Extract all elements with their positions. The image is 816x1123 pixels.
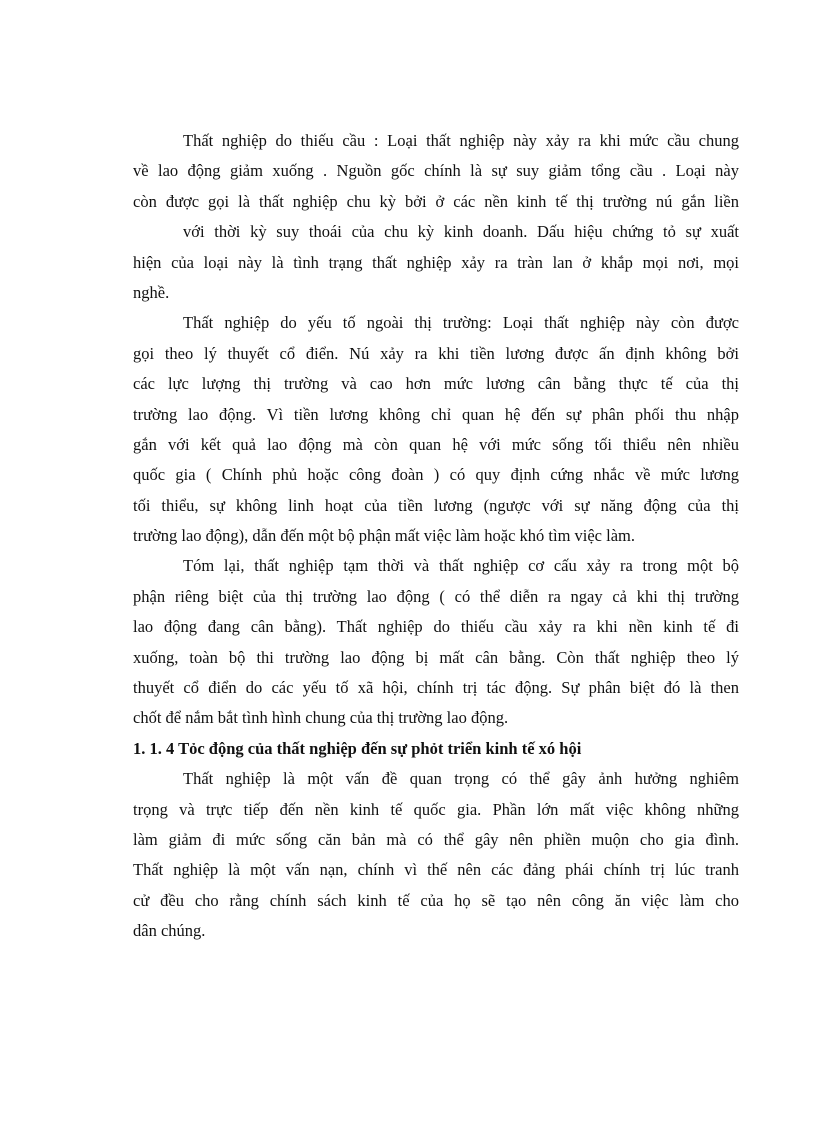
text-line: xuống, toàn bộ thi trường lao động bị mất cân bằng. Còn thất nghiệp theo lý [133,647,739,667]
text-line: lao động đang cân bằng). Thất nghiệp do thiếu cầu xảy ra khi nền kinh tế đi [133,617,739,637]
paragraph-summary [133,551,739,733]
text-line: cử đều cho rằng chính sách kinh tế của họ sẽ tạo nên công ăn việc làm cho [133,890,739,910]
text-line: gắn với kết quả lao động mà còn quan hệ với mức sống tối thiểu nên nhiều [133,434,739,454]
text-line: Thất nghiệp là một vấn đề quan trọng có thể gây ảnh hưởng nghiêm [183,769,739,789]
paragraph-impact [133,764,739,946]
document-body [133,126,739,947]
text-line: hiện của loại này là tình trạng thất nghiệp xảy ra tràn lan ở khắp mọi nơi, mọi [133,252,739,272]
section-heading: 1. 1. 4 Tỏc động của thất nghiệp đến sự phỏt triển kinh tế xó hội [133,738,582,758]
text-line: về lao động giảm xuống . Nguồn gốc chính là sự suy giảm tổng cầu . Loại này [133,161,739,181]
text-line: làm giảm đi mức sống căn bản mà có thể gây nên phiền muộn cho gia đình. [133,829,739,849]
text-line: Thất nghiệp do yếu tố ngoài thị trường: Loại thất nghiệp này còn được [183,313,739,333]
text-line: trọng và trực tiếp đến nền kinh tế quốc gia. Phần lớn mất việc không những [133,799,739,819]
text-line: phận riêng biệt của thị trường lao động ( có thể diễn ra ngay cả khi thị trường [133,586,739,606]
text-line: trường lao động. Vì tiền lương không chỉ quan hệ đến sự phân phối thu nhập [133,404,739,424]
text-line: Tóm lại, thất nghiệp tạm thời và thất nghiệp cơ cấu xảy ra trong một bộ [183,556,739,576]
text-line: gọi theo lý thuyết cổ điển. Nú xảy ra khi tiền lương được ấn định không bởi [133,343,739,363]
text-line: tối thiểu, sự không linh hoạt của tiền lương (ngược với sự năng động của thị [133,495,739,515]
paragraph-demand-deficient-unemployment [133,126,739,308]
text-line: các lực lượng thị trường và cao hơn mức lương cân bằng thực tế của thị [133,374,739,394]
text-line: với thời kỳ suy thoái của chu kỳ kinh doanh. Dấu hiệu chứng tỏ sự xuất [183,222,739,242]
text-line: Thất nghiệp là một vấn nạn, chính vì thế nên các đảng phái chính trị lúc tranh [133,860,739,880]
text-line: trường lao động), dẫn đến một bộ phận mất việc làm hoặc khó tìm việc làm. [133,526,636,546]
text-line: thuyết cổ điển do các yếu tố xã hội, chính trị tác động. Sự phân biệt đó là then [133,678,739,698]
text-line: còn được gọi là thất nghiệp chu kỳ bởi ở các nền kinh tế thị trường nú gắn liền [133,191,739,211]
text-line: Thất nghiệp do thiếu cầu : Loại thất nghiệp này xảy ra khi mức cầu chung [183,131,739,150]
paragraph-classical-unemployment [133,308,739,551]
text-line: quốc gia ( Chính phủ hoặc công đoàn ) có quy định cứng nhắc về mức lương [133,465,739,485]
text-line: nghề. [133,282,170,302]
text-line: dân chúng. [133,921,206,941]
text-line: chốt để nắm bắt tình hình chung của thị trường lao động. [133,708,509,728]
